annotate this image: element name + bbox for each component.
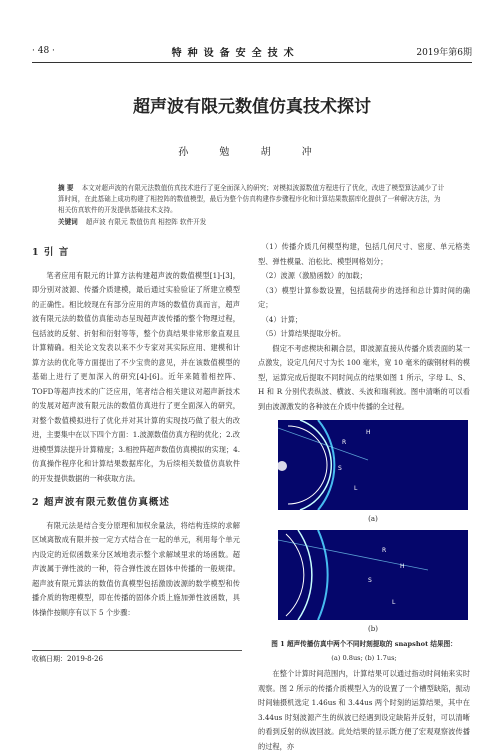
paper-authors: 孙 勉 胡 冲 <box>178 147 326 158</box>
step-item-3: （3）模型计算参数设置，包括载荷步的选择和总计算时间的确定； <box>258 285 470 309</box>
section-2-paragraph: 有限元法是结合变分原理和加权余量法，将结构连续的求解区域离散成有限并按一定方式结合在一起的单元，利用每个单元内设定的近似函数来分区域地表示整个求解域里求的场函数。超声波属于弹性波的一种，符合弹性波在固体中传播的一般规律。超声波有限元算法的数值仿真模型包括激励波源的数学模型和传播介质的物理模型，即在传播的固体介质上施加弹性波函数，具体操作按顺序有以下 5 个步骤： <box>32 520 240 617</box>
page-number: · 48 · <box>32 46 55 56</box>
step-item-1: （1）传播介质几何模型构建，包括几何尺寸、密度、单元格类型、弹性模量、泊松比、模型网格划分； <box>258 242 470 266</box>
wave-label-h: H <box>366 429 371 436</box>
step-item-4: （4）计算； <box>261 314 303 324</box>
journal-name: 特种设备安全技术 <box>171 47 300 59</box>
figure-1-caption: 图 1 超声传播仿真中两个不同时刻提取的 snapshot 结果图： <box>271 640 457 648</box>
figure-1 <box>278 420 468 636</box>
keywords-label: 关键词 <box>58 218 78 226</box>
figure-1-caption-times: (a) 0.8us; (b) 1.7us; <box>331 654 397 662</box>
wave-label-l: L <box>354 485 358 492</box>
wave-snapshot-b <box>278 530 468 620</box>
panel-a-caption: (a) <box>368 515 378 523</box>
step-item-5: （5）计算结果提取分析。 <box>261 329 346 338</box>
wave-label-r-b: R <box>382 546 387 554</box>
abstract-block <box>58 183 446 228</box>
wave-label-s-b: S <box>368 576 372 584</box>
abstract-label: 摘 要 <box>58 184 74 192</box>
issue-label: 2019年第6期 <box>416 47 472 58</box>
left-column <box>32 240 240 620</box>
received-date: 收稿日期：2019-8-26 <box>32 650 242 664</box>
figure-panel-b <box>278 530 468 620</box>
wave-snapshot-a <box>278 420 468 510</box>
running-header <box>32 40 472 63</box>
wave-label-l-b: L <box>392 598 396 606</box>
panel-b-caption: (b) <box>368 624 378 633</box>
section-1-heading: 1 引 言 <box>32 247 70 258</box>
right-paragraph-1: 假定不考虑楔块和耦合层，即波源直接从传播介质表面的某一点激发，设定几何尺寸为长 100 毫米，宽 10 毫米的碳钢材料的模型，运算完成后提取不同时间点的结果如图 1 所示，字母 L、S、H 和 R 分别代表纵波、横波、头波和瑞利波。图中清晰的可以看到由波源激发的各种波在介质中传播的全过程。 <box>258 343 470 411</box>
figure-panel-a <box>278 420 468 510</box>
wave-label-r: R <box>342 439 347 446</box>
step-item-2: （2）波源（激励函数）的加载； <box>261 271 367 280</box>
right-column <box>258 240 470 754</box>
section-1-paragraph: 笔者应用有限元的计算方法构建超声波的数值模型[1]-[3]，即分别对波源、传播介质建模，最后通过实验验证了所建立模型的正确性。相比较现在有部分应用的声场的数值仿真而言，超声波有限元法的数值仿真能动态呈现超声波传播的整个物理过程，包括波的反射、折射和衍射等等，整个仿真结果非常形象直观且计算精确。相关论文发表以来不少专家对其实际应用、建模和计算方法的优化等方面提出了不少宝贵的意见，并在该数值模型的基础上进行了更加深入的研究[4]-[6]。近年来随着相控阵、TOFD等超声技术的广泛应用，笔者结合相关建议对超声新技术的发展对超声波有限元法的数值仿真进行了更全面深入的研究，对整个数值模拟进行了优化并对其计算的实现技巧做了很大的改进，主要集中在以下四个方面：1.波源数值仿真方程的优化；2.改进模型算法提升计算精度；3.相控阵超声数值仿真模拟的实现；4.仿真操作程序化和计算结果数据库化，为后续相关数值仿真软件的开发提供数据的一种获取方法。 <box>32 270 240 483</box>
keywords-text: 超声波 有限元 数值仿真 相控阵 软件开发 <box>85 218 207 226</box>
abstract-text: 本文对超声波的有限元法数值仿真技术进行了更全面深入的研究；对模拟波源数值方程进行了优化，改进了模型算法减少了计算时间，在此基础上成功构建了相控阵的数值模型，最后为整个仿真构建作步骤程序化和计算结果数据库化提供了一种解决方法，为相关仿真软件的开发提供基础技术支持。 <box>58 184 445 214</box>
paper-title: 超声波有限元数值仿真技术探讨 <box>133 97 371 117</box>
right-paragraph-2: 在整个计算时间范围内，计算结果可以通过指动时间轴来实时观察。图 2 所示的传播介质模型入为的设置了一个槽型缺陷，振动时间轴摄机选定 1.46us 和 3.44us 两个时刻的运算结果，其中在 3.44us 时刻波源产生的纵波已经遇到设定缺陷并反射，可以清晰的看到反射的纵波回波。此处结果的显示既方便了宏观观察波传播的过程，亦 <box>258 669 470 751</box>
section-2-heading: 2 超声波有限元数值仿真概述 <box>32 497 170 508</box>
wave-label-s: S <box>338 465 342 472</box>
wave-label-h-b: H <box>400 562 405 570</box>
